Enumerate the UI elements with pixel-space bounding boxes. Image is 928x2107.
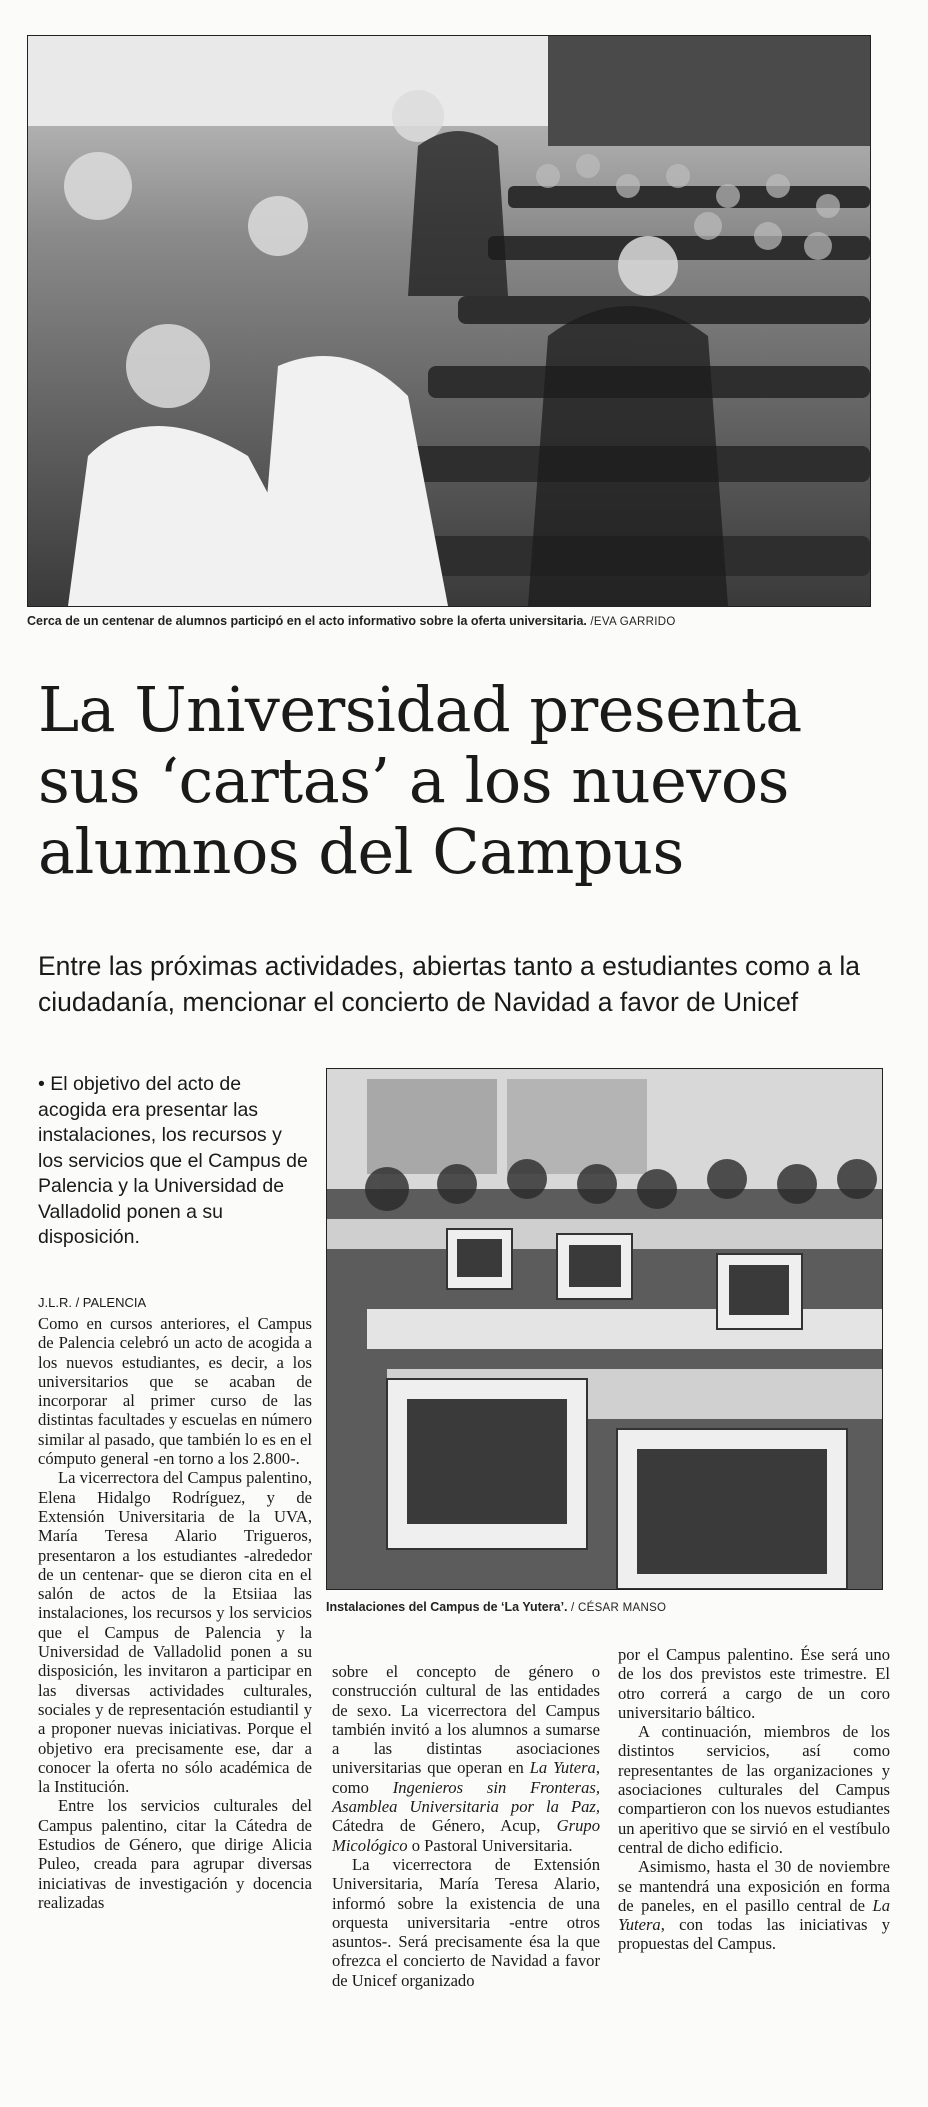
bullet-icon: • [38,1073,51,1095]
computer-room-photo [326,1068,883,1590]
bottom-caption-text: Instalaciones del Campus de ‘La Yutera’. [326,1600,568,1614]
paragraph: A continuación, miembros de los distintos servicios, así como representantes de las organizaciones y asociaciones culturales del Campus compartieron con los nuevos estudiantes un aperitivo que se sirvió en el vestíbulo central de dicho edificio. [618,1722,890,1857]
paragraph: Como en cursos anteriores, el Campus de Palencia celebró un acto de acogida a los nuevos estudiantes, es decir, a los universitarios que se acaban de incorporar al primer curso de las distintas facultades y escuelas en número similar al pasado, que también lo es en el cómputo general -en torno a los 2.800-. [38,1314,312,1469]
paragraph: La vicerrectora de Extensión Universitaria, María Teresa Alario, informó sobre la existencia de una orquesta universitaria -entre otros asuntos-. Será precisamente ésa la que ofrezca el concierto de Navidad a favor de Unicef organizado [332,1854,600,1990]
paragraph: Entre los servicios culturales del Campus palentino, citar la Cátedra de Estudios de Género, que dirige Alicia Puleo, creada para agrupar diversas iniciativas de investigación y docencia realizadas [38,1796,312,1912]
text-run: Cátedra de Género, Acup, [332,1816,557,1836]
bottom-photo-caption [326,1600,666,1614]
byline: J.L.R. / PALENCIA [38,1295,147,1310]
headline: La Universidad presenta sus ‘cartas’ a los nuevos alumnos del Campus [38,673,802,888]
top-photo-credit: /EVA GARRIDO [590,616,676,628]
italic-run: La Yutera [529,1758,596,1778]
paragraph [618,1857,890,1953]
body-column-2 [332,1662,600,1990]
auditorium-photo [27,35,871,607]
subheadline: Entre las próximas actividades, abiertas tanto a estudiantes como a la ciudadanía, mencionar el concierto de Navidad a favor de Unicef [38,951,860,1017]
top-caption-text: Cerca de un centenar de alumnos participó en el acto informativo sobre la oferta universitaria. [27,614,587,628]
italic-run: Grupo Micológico [332,1816,600,1855]
body-column-3 [618,1645,890,1954]
lead-text: El objetivo del acto de acogida era presentar las instalaciones, los recursos y los servicios que el Campus de Palencia y la Universidad de Valladolid ponen a su disposición. [38,1073,308,1248]
body-column-1 [38,1314,312,1912]
lead-summary [38,1072,308,1251]
paragraph: La vicerrectora del Campus palentino, Elena Hidalgo Rodríguez, y de Extensión Universitaria de la UVA, María Teresa Alario Trigueros, presentaron a los estudiantes -alrededor de un centenar- que se dieron cita en el salón de actos de la Etsiiaa las instalaciones, los recursos y los servicios que el Campus de Palencia y la Universidad de Valladolid ponen a su disposición, les invitaron a participar en las diversas actividades culturales, sociales y de representación estudiantil y a proponer nuevas iniciativas. Porque el objetivo era precisamente ese, dar a conocer la oferta no sólo académica de la Institución. [38,1468,312,1797]
bottom-photo-credit: / CÉSAR MANSO [571,1602,667,1614]
text-run: , con todas las iniciativas y propuestas del Campus. [618,1915,890,1954]
paragraph [332,1662,600,1855]
text-run: Asimismo, hasta el 30 de noviembre se mantendrá una exposición en forma de paneles, en el pasillo central de [618,1857,890,1915]
paragraph: por el Campus palentino. Ése será uno de los dos previstos este trimestre. El otro correrá a cargo de un coro universitario báltico. [618,1645,890,1722]
top-photo-caption [27,614,676,628]
italic-run: La Yutera [618,1895,890,1935]
text-run: , como [332,1758,600,1797]
text-run: o Pastoral Universitaria. [407,1835,573,1855]
italic-run: Ingenieros sin Fronteras, Asamblea Universitaria por la Paz, [332,1777,600,1817]
text-run: sobre el concepto de género o construcción cultural de las entidades de sexo. La vicerrectora del Campus también invitó a los alumnos a sumarse a las distintas asociaciones universitarias que operan en [332,1662,600,1778]
